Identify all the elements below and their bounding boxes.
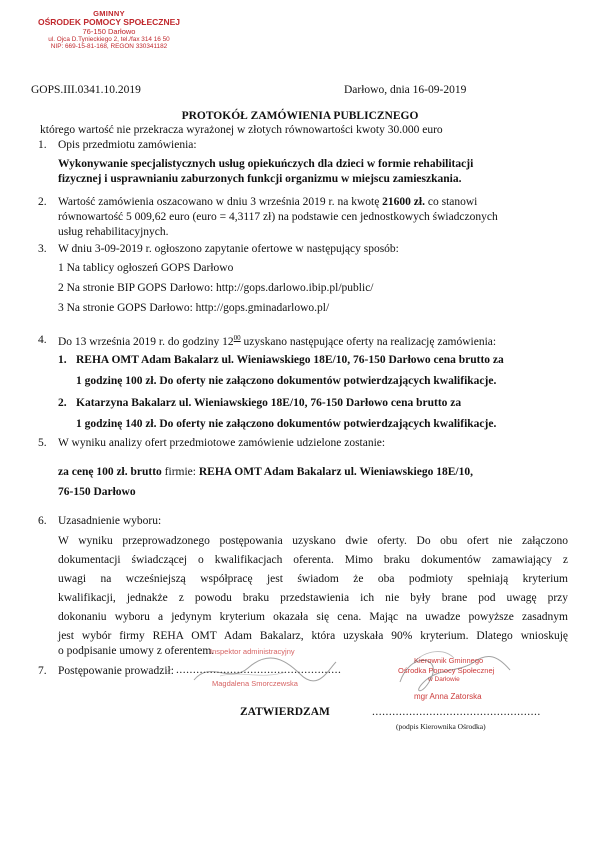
- manager-stamp-line3: w Darłowie: [428, 676, 460, 683]
- section-1-number: 1.: [38, 139, 47, 151]
- section-2-number: 2.: [38, 196, 47, 208]
- inspector-stamp-title: Inspektor administracyjny: [210, 647, 295, 656]
- section-6-line-6: jest wybór firmy REHA OMT Adam Bakalarz, która uzyskała 90% kryterium. Dlatego wnioskuję: [58, 630, 568, 642]
- section-2-line1: [58, 196, 477, 208]
- section-4-line1: [58, 334, 496, 348]
- offer-2-number: 2.: [58, 397, 67, 409]
- section-2-text-c: co stanowi: [427, 196, 478, 208]
- section-5-line2: 76-150 Darłowo: [58, 486, 136, 498]
- stamp-line-nip: NIP: 669-15-81-168, REGON 330341182: [50, 43, 168, 51]
- section-3-number: 3.: [38, 243, 47, 255]
- section-5-firm: REHA OMT Adam Bakalarz ul. Wieniawskiego 18E/10,: [198, 466, 473, 478]
- stamp-line-gminny: GMINNY: [93, 9, 125, 18]
- section-6-line-4: kwalifikacji, jednakże z powodu braku przedstawienia ich nie były brane pod uwagę przy: [58, 592, 568, 604]
- stamp-line-address: ul. Ojca D.Tynieckiego 2, tel./fax 314 16 50: [48, 36, 170, 44]
- approve-label: ZATWIERDZAM: [240, 706, 330, 718]
- section-2-amount: 21600 zł.: [382, 196, 425, 208]
- stamp-line-name: OŚRODEK POMOCY SPOŁECZNEJ: [37, 17, 180, 28]
- section-7-number: 7.: [38, 665, 47, 677]
- section-6-line-1: W wyniku przeprowadzonego postępowania uzyskano dwie oferty. Do obu ofert nie załączono: [58, 535, 568, 547]
- section-2-text-a: Wartość zamówienia oszacowano w dniu 3 września 2019 r. na kwotę: [58, 196, 380, 208]
- manager-stamp-line2: Ośrodka Pomocy Społecznej: [398, 666, 495, 675]
- section-5-price: za cenę 100 zł. brutto: [58, 466, 162, 478]
- section-3-item-3: 3 Na stronie GOPS Darłowo: http://gops.gminadarlowo.pl/: [58, 302, 330, 314]
- offer-1-line1: REHA OMT Adam Bakalarz ul. Wieniawskiego 18E/10, 76-150 Darłowo cena brutto za: [76, 354, 504, 366]
- section-2-line2: równowartość 5 009,62 euro (euro = 4,3117 zł) na podstawie cen jednostkowych świadczonych: [58, 211, 498, 223]
- section-3-item-1: 1 Na tablicy ogłoszeń GOPS Darłowo: [58, 262, 234, 274]
- section-7-signature-line: .................................................: [176, 664, 342, 676]
- section-5-firm-word: firmie:: [164, 466, 196, 478]
- inspector-stamp-name: Magdalena Smorczewska: [212, 679, 298, 688]
- document-reference: GOPS.III.0341.10.2019: [31, 84, 141, 96]
- section-6-line-3: uwagi na wcześniejszą współpracę jest świadom że oba podmioty spełniają kryterium: [58, 573, 568, 585]
- section-4-hour-sup: 00: [233, 334, 241, 342]
- section-1-text-line2: fizycznej i usprawnianiu zaburzonych funkcji organizmu w miejscu zamieszkania.: [58, 173, 462, 185]
- institution-stamp: [34, 10, 184, 51]
- section-7-label: Postępowanie prowadził:: [58, 665, 174, 677]
- section-5-label: W wyniku analizy ofert przedmiotowe zamówienie udzielone zostanie:: [58, 437, 386, 449]
- manager-stamp-name: mgr Anna Zatorska: [414, 692, 482, 701]
- section-4-text-a: Do 13 września 2019 r. do godziny 12: [58, 335, 234, 348]
- document-intro: którego wartość nie przekracza wyrażonej w złotych równowartości kwoty 30.000 euro: [40, 124, 443, 136]
- manager-signature-caption: (podpis Kierownika Ośrodka): [396, 722, 486, 731]
- section-5-line1: [58, 466, 473, 478]
- section-6-line-5: dokonaniu wyboru a jedynym kryterium okazała się cena. Mając na uwadze powyższe zasadnym: [58, 611, 568, 623]
- stamp-line-city: 76-150 Darłowo: [82, 26, 136, 36]
- offer-2-line1: Katarzyna Bakalarz ul. Wieniawskiego 18E/10, 76-150 Darłowo cena brutto za: [76, 397, 462, 409]
- section-6-line-2: dokumentacji świadczącej o kwalifikacjach oferenta. Mimo braku dokumentów zamawiający z: [58, 554, 568, 566]
- section-4-text-b: uzyskano następujące oferty na realizację zamówienia:: [243, 335, 497, 348]
- manager-stamp-line1: Kierownik Gminnego: [414, 656, 484, 665]
- inspector-signature: [190, 650, 340, 690]
- section-1-label: Opis przedmiotu zamówienia:: [58, 139, 197, 151]
- section-2-line3: usług rehabilitacyjnych.: [58, 226, 169, 238]
- section-3-item-2: 2 Na stronie BIP GOPS Darłowo: http://gops.darlowo.ibip.pl/public/: [58, 282, 374, 294]
- section-6-line-7: o podpisanie umowy z oferentem.: [58, 645, 215, 657]
- section-3-label: W dniu 3-09-2019 r. ogłoszono zapytanie ofertowe w następujący sposób:: [58, 243, 399, 255]
- section-4-number: 4.: [38, 334, 47, 346]
- offer-2-line2: 1 godzinę 140 zł. Do oferty nie załączono dokumentów potwierdzających kwalifikacje.: [76, 418, 497, 430]
- offer-1-line2: 1 godzinę 100 zł. Do oferty nie załączono dokumentów potwierdzających kwalifikacje.: [76, 375, 497, 387]
- manager-signature-line: ..................................................: [372, 706, 541, 718]
- section-1-text-line1: Wykonywanie specjalistycznych usług opiekuńczych dla dzieci w formie rehabilitacji: [58, 158, 474, 170]
- section-6-number: 6.: [38, 515, 47, 527]
- section-5-number: 5.: [38, 437, 47, 449]
- document-title: PROTOKÓŁ ZAMÓWIENIA PUBLICZNEGO: [181, 110, 419, 122]
- manager-signature: [370, 642, 520, 702]
- place-date: Darłowo, dnia 16-09-2019: [344, 84, 467, 96]
- offer-1-number: 1.: [58, 354, 67, 366]
- section-6-label: Uzasadnienie wyboru:: [58, 515, 162, 527]
